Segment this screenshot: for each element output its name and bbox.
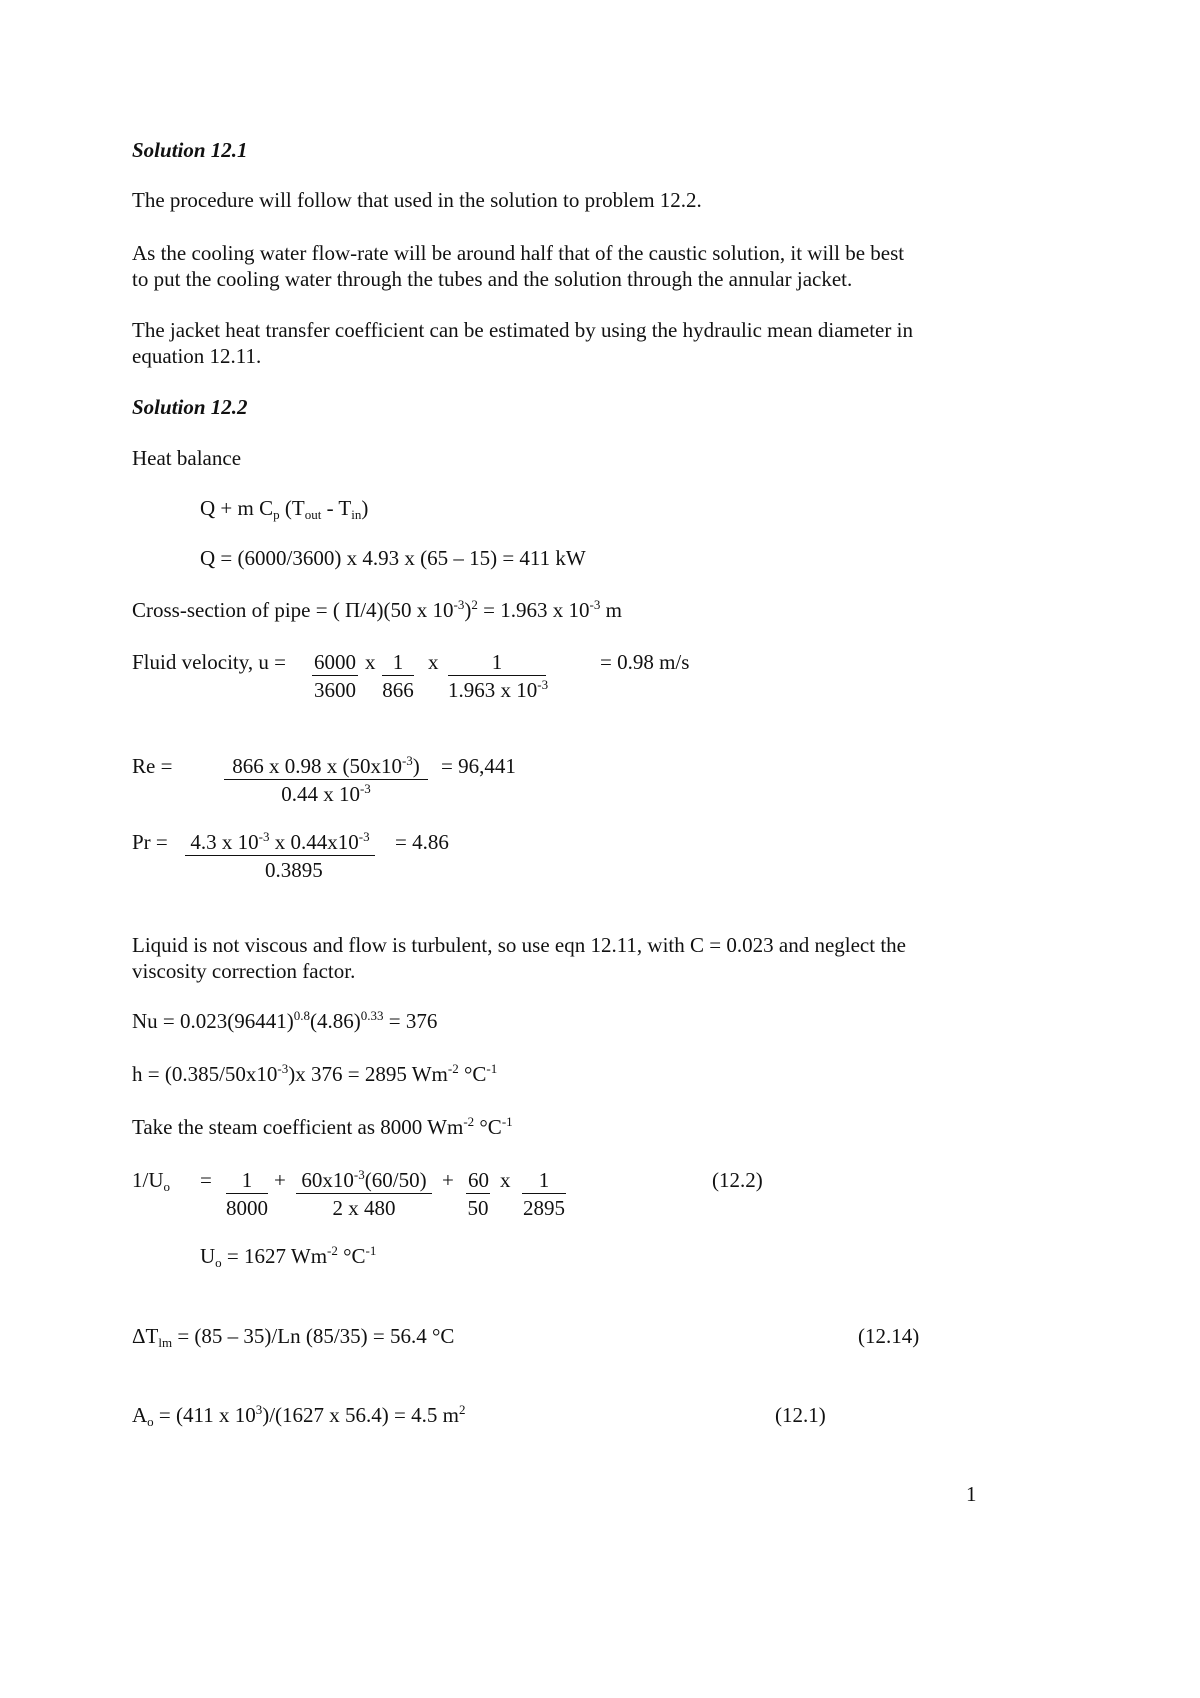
equals-sign: = xyxy=(200,1168,212,1192)
equation-q-value: Q = (6000/3600) x 4.93 x (65 – 15) = 411 kW xyxy=(200,546,586,570)
pr-fraction: $\frac{4.3 x 10^{-3} x 0.44x10^{-3}}{0.3895}$ xyxy=(185,832,375,881)
times-sign: x xyxy=(500,1168,511,1192)
pr-label: Pr = xyxy=(132,830,168,854)
equation-ref-12-1: (12.1) xyxy=(775,1403,826,1427)
heat-balance-label: Heat balance xyxy=(132,446,242,470)
velocity-result: = 0.98 m/s xyxy=(600,650,690,674)
uo-eq-label: $1/U_o$ xyxy=(132,1168,170,1194)
plus-sign: + xyxy=(442,1168,454,1192)
paragraph-jacket-line-1: The jacket heat transfer coefficient can be estimated by using the hydraulic mean diameter in xyxy=(132,318,913,342)
equation-h: $h = (0.385/50x10^{-3})x$ 376 = 2895 $Wm^{-2}$ $^\circ C^{-1}$ xyxy=(132,1061,498,1086)
equation-cross-section: Cross-section of pipe = ( Π/4)(50 x $10^{-3})^2 = 1.963$ x $10^{-3}$ m xyxy=(132,597,622,622)
equation-area: $A_o = (411$ x $10^3)/(1627$ x 56.4) = 4.5 $m^2$ xyxy=(132,1402,466,1429)
paragraph-liquid-line-2: viscosity correction factor. xyxy=(132,959,356,983)
times-sign: x xyxy=(428,650,439,674)
uo-fraction-4: $\frac{1}{2895}$ xyxy=(523,1168,565,1220)
page-number: 1 xyxy=(966,1482,977,1506)
heading-solution-12-1: Solution 12.1 xyxy=(132,138,248,162)
re-result: = 96,441 xyxy=(441,754,516,778)
re-label: Re = xyxy=(132,754,173,778)
equation-ref-12-14: (12.14) xyxy=(858,1324,920,1348)
equation-uo-value: $U_o = 1627$ $Wm^{-2}$ $^\circ C^{-1}$ xyxy=(200,1243,377,1270)
uo-fraction-3: $\frac{60}{50}$ xyxy=(467,1168,489,1220)
paragraph-cooling-line-1: As the cooling water flow-rate will be around half that of the caustic solution, it will be best xyxy=(132,241,905,265)
uo-fraction-1: $\frac{1}{8000}$ xyxy=(226,1168,268,1220)
equation-nusselt: $Nu = 0.023(96441)^{0.8}(4.86)^{0.33} = 376$ xyxy=(132,1008,438,1033)
equation-delta-t-lm: $\Delta T_{lm} = (85 - 35)/Ln$ (85/35) = 56.4 °C xyxy=(132,1324,455,1350)
paragraph-jacket-line-2: equation 12.11. xyxy=(132,344,262,368)
velocity-fraction-2: $\frac{1}{866}$ xyxy=(382,650,414,702)
re-fraction: $\frac{866 x 0.98 x (50x10^{-3})}{0.44 x 10^{-3}}$ xyxy=(224,756,428,805)
paragraph-procedure: The procedure will follow that used in the solution to problem 12.2. xyxy=(132,188,702,212)
heading-solution-12-2: Solution 12.2 xyxy=(132,395,248,419)
velocity-fraction-1: $\frac{6000}{3600}$ xyxy=(314,650,356,702)
paragraph-cooling-line-2: to put the cooling water through the tubes and the solution through the annular jacket. xyxy=(132,267,853,291)
pr-result: = 4.86 xyxy=(395,830,449,854)
plus-sign: + xyxy=(274,1168,286,1192)
equation-q-general: Q + m $C_p$ $(T_{out} - T_{in})$ xyxy=(200,496,369,522)
steam-coefficient-line: Take the steam coefficient as 8000 $Wm^{-2}$ $^\circ C^{-1}$ xyxy=(132,1114,513,1139)
velocity-fraction-3: $\frac{1}{1.963 x 10^{-3}}$ xyxy=(448,650,549,702)
times-sign: x xyxy=(365,650,376,674)
uo-fraction-2: $\frac{60x10^{-3}(60/50)}{2 x 480}$ xyxy=(296,1170,432,1219)
paragraph-liquid-line-1: Liquid is not viscous and flow is turbulent, so use eqn 12.11, with C = 0.023 and neglect the xyxy=(132,933,906,957)
equation-ref-12-2: (12.2) xyxy=(712,1168,763,1192)
velocity-label: Fluid velocity, u = xyxy=(132,650,286,674)
